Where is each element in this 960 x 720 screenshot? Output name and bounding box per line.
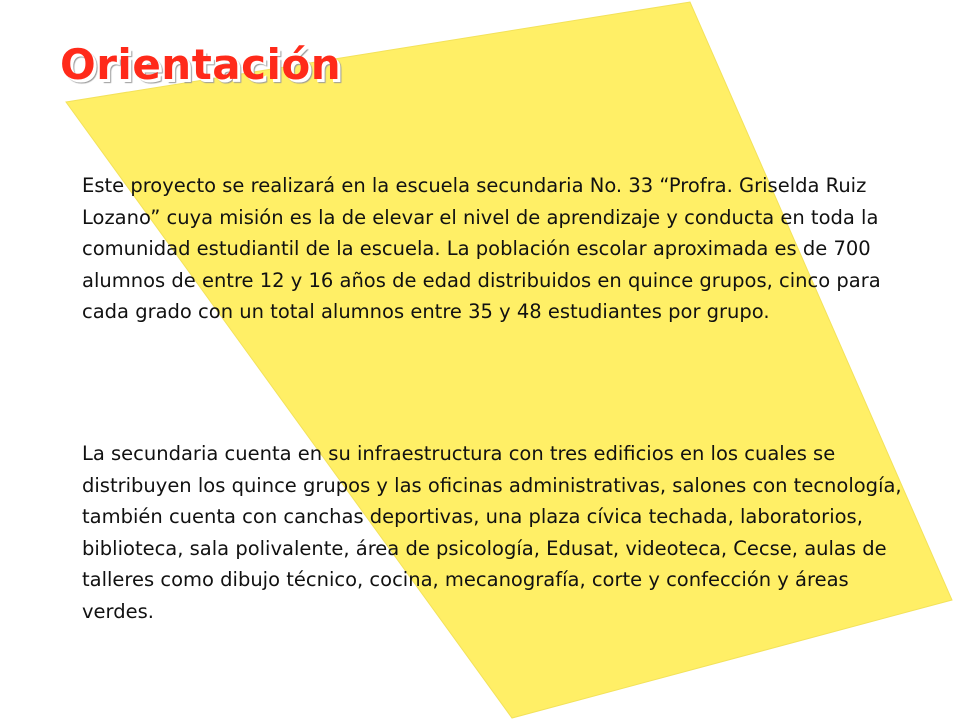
paragraph-infrastructure: La secundaria cuenta en su infraestructura con tres edificios en los cuales se distribuyen los quince grupos y las oficinas administrativas, salones con tecnología, también cuenta con canchas deportivas, una plaza cívica techada, laboratorios, biblioteca, sala polivalente, área de psicología, Edusat, videoteca, Cecse, aulas de talleres como dibujo técnico, cocina, mecanografía, corte y confección y áreas verdes. bbox=[82, 442, 902, 623]
slide-title: Orientación bbox=[60, 40, 342, 89]
paragraph-school-overview: Este proyecto se realizará en la escuela secundaria No. 33 “Profra. Griselda Ruiz Lozano” cuya misión es la de elevar el nivel de aprendizaje y conducta en toda la comunidad estudiantil de la escuela. La población escolar aproximada es de 700 alumnos de entre 12 y 16 años de edad distribuidos en quince grupos, cinco para cada grado con un total alumnos entre 35 y 48 estudiantes por grupo. bbox=[82, 174, 881, 323]
